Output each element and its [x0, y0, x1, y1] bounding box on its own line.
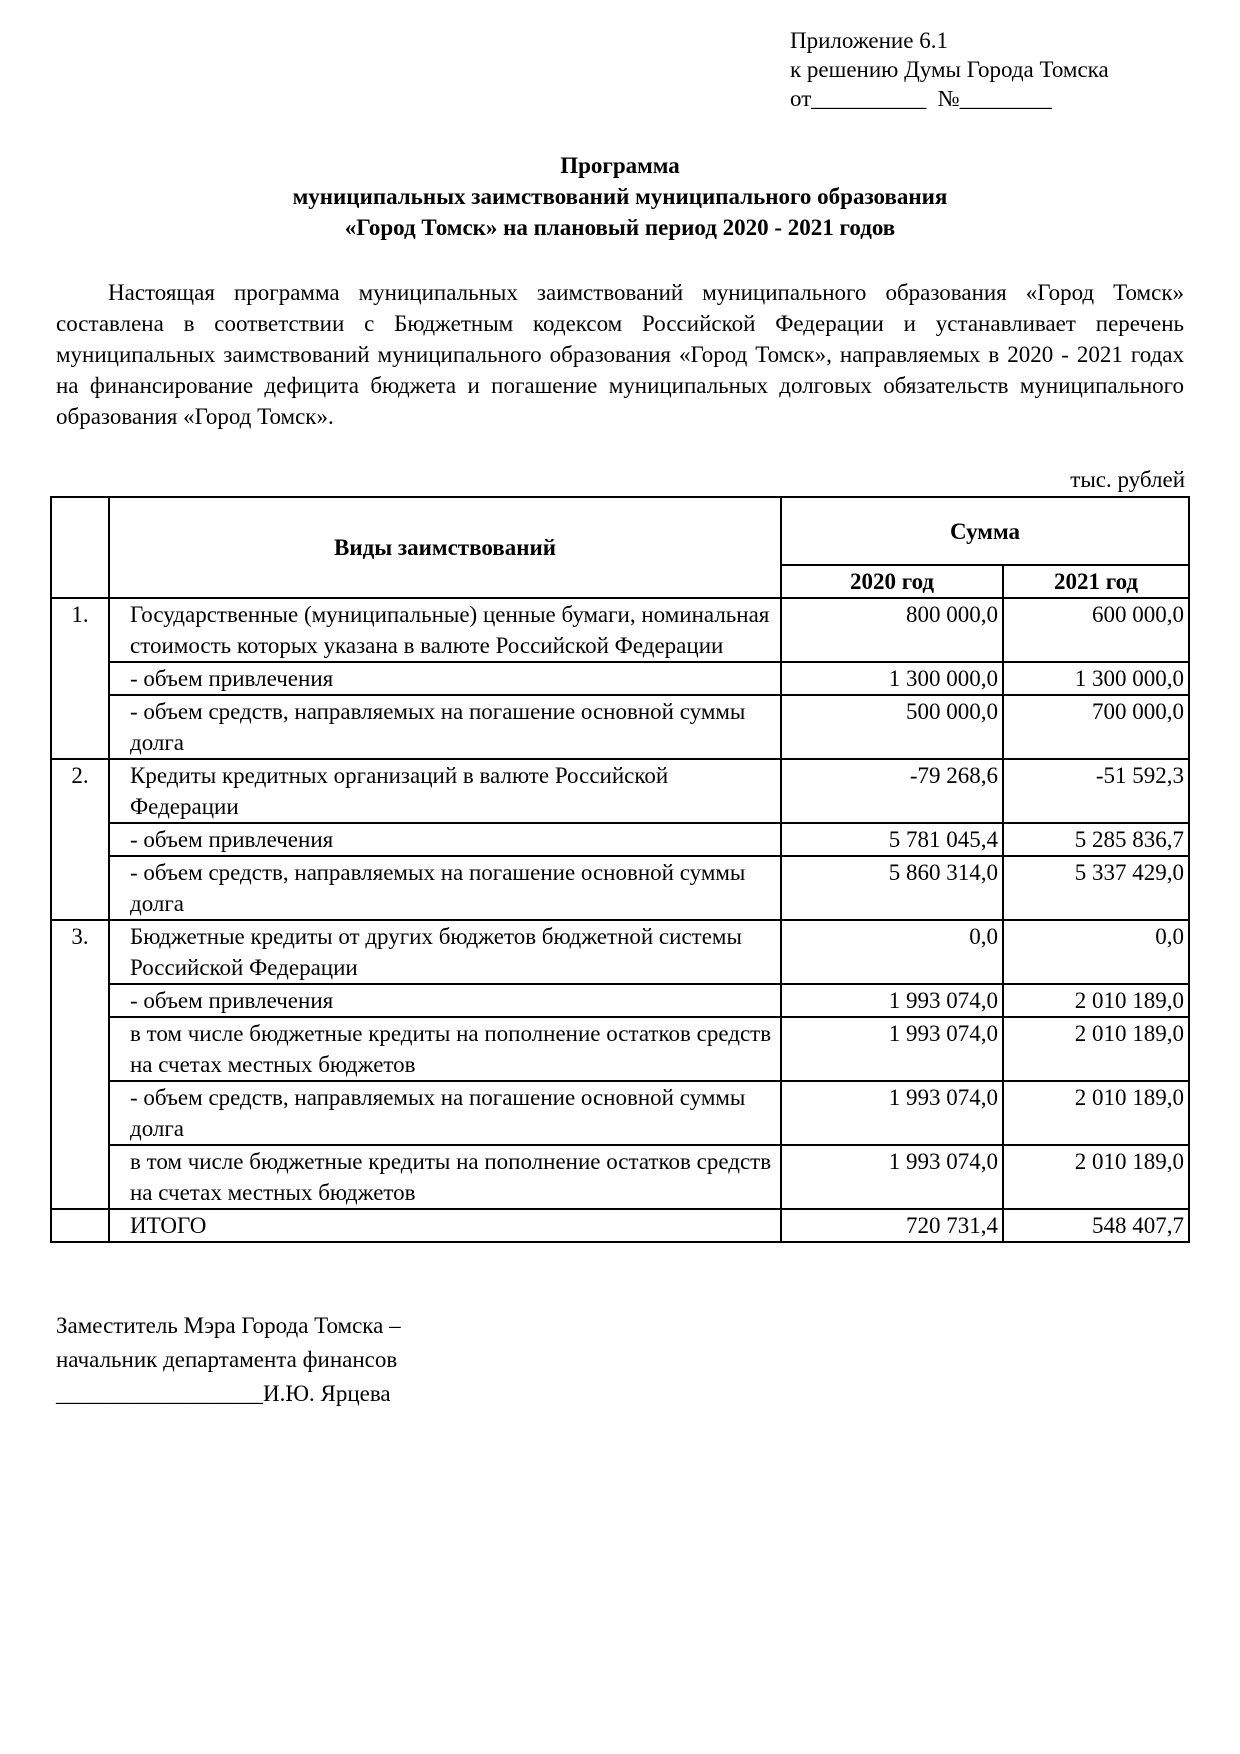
- signature-line-2: начальник департамента финансов: [56, 1347, 398, 1372]
- value-2021: 600 000,0: [1003, 598, 1189, 662]
- title-line-2: муниципальных заимствований муниципального образования: [292, 184, 948, 209]
- value-2021: 2 010 189,0: [1003, 1145, 1189, 1209]
- table-row: [51, 984, 1189, 1017]
- row-label: - объем привлечения: [109, 984, 781, 1017]
- value-2020: 5 781 045,4: [781, 823, 1003, 856]
- value-2021: 1 300 000,0: [1003, 662, 1189, 695]
- table-row: [51, 920, 1189, 984]
- header-kinds: Виды заимствований: [109, 497, 781, 598]
- value-2021: 2 010 189,0: [1003, 1017, 1189, 1081]
- row-title: Бюджетные кредиты от других бюджетов бюджетной системы Российской Федерации: [109, 920, 781, 984]
- signature-block: [56, 1309, 401, 1411]
- value-2021: 5 337 429,0: [1003, 856, 1189, 920]
- table-header-row: [51, 497, 1189, 565]
- table-row: [51, 598, 1189, 662]
- value-2020: 500 000,0: [781, 695, 1003, 759]
- row-label: в том числе бюджетные кредиты на пополнение остатков средств на счетах местных бюджетов: [109, 1145, 781, 1209]
- signature-line-3: __________________И.Ю. Ярцева: [56, 1381, 391, 1406]
- value-2020: -79 268,6: [781, 759, 1003, 823]
- table-row: [51, 856, 1189, 920]
- row-label: - объем привлечения: [109, 823, 781, 856]
- value-2021: 2 010 189,0: [1003, 1081, 1189, 1145]
- approval-line-1: Приложение 6.1: [790, 28, 948, 53]
- value-2021: 5 285 836,7: [1003, 823, 1189, 856]
- total-2020: 720 731,4: [781, 1209, 1003, 1242]
- header-sum: Сумма: [781, 497, 1189, 565]
- total-row: [51, 1209, 1189, 1242]
- table-row: [51, 695, 1189, 759]
- row-label: - объем привлечения: [109, 662, 781, 695]
- signature-line-1: Заместитель Мэра Города Томска –: [56, 1313, 401, 1338]
- value-2020: 1 300 000,0: [781, 662, 1003, 695]
- units-label: тыс. рублей: [1070, 467, 1185, 492]
- title-line-3: «Город Томск» на плановый период 2020 - 2021 годов: [344, 215, 896, 240]
- borrowing-table: [50, 496, 1190, 1243]
- table-row: [51, 823, 1189, 856]
- row-title: Государственные (муниципальные) ценные бумаги, номинальная стоимость которых указана в валюте Российской Федерации: [109, 598, 781, 662]
- table-row: [51, 759, 1189, 823]
- value-2021: 700 000,0: [1003, 695, 1189, 759]
- row-label: - объем средств, направляемых на погашение основной суммы долга: [109, 695, 781, 759]
- row-number: 1.: [51, 598, 109, 662]
- total-label: ИТОГО: [109, 1209, 781, 1242]
- row-label: - объем средств, направляемых на погашение основной суммы долга: [109, 856, 781, 920]
- total-2021: 548 407,7: [1003, 1209, 1189, 1242]
- value-2020: 1 993 074,0: [781, 1145, 1003, 1209]
- header-2021: 2021 год: [1003, 565, 1189, 598]
- title-line-1: Программа: [560, 153, 680, 178]
- table-row: [51, 1081, 1189, 1145]
- value-2021: 0,0: [1003, 920, 1189, 984]
- value-2020: 0,0: [781, 920, 1003, 984]
- value-2021: 2 010 189,0: [1003, 984, 1189, 1017]
- intro-paragraph: Настоящая программа муниципальных заимствований муниципального образования «Город Томск» составлена в соответствии с Бюджетным кодексом Российской Федерации и устанавливает перечень муниципальных заимствований муниципального образования «Город Томск», направляемых в 2020 - 2021 годах на финансирование дефицита бюджета и погашение муниципальных долговых обязательств муниципального образования «Город Томск».: [56, 280, 1184, 429]
- table-row: [51, 1017, 1189, 1081]
- value-2020: 1 993 074,0: [781, 984, 1003, 1017]
- value-2020: 1 993 074,0: [781, 1081, 1003, 1145]
- value-2020: 1 993 074,0: [781, 1017, 1003, 1081]
- row-label: в том числе бюджетные кредиты на пополнение остатков средств на счетах местных бюджетов: [109, 1017, 781, 1081]
- row-number: 2.: [51, 759, 109, 823]
- row-number: 3.: [51, 920, 109, 984]
- approval-block: [790, 26, 1109, 113]
- row-title: Кредиты кредитных организаций в валюте Российской Федерации: [109, 759, 781, 823]
- document-title: [0, 150, 1240, 243]
- value-2020: 800 000,0: [781, 598, 1003, 662]
- value-2021: -51 592,3: [1003, 759, 1189, 823]
- header-num-cell: [51, 497, 109, 598]
- approval-line-2: к решению Думы Города Томска: [790, 57, 1109, 82]
- table-row: [51, 1145, 1189, 1209]
- table-row: [51, 662, 1189, 695]
- row-label: - объем средств, направляемых на погашение основной суммы долга: [109, 1081, 781, 1145]
- approval-line-3: от__________ №________: [790, 86, 1052, 111]
- value-2020: 5 860 314,0: [781, 856, 1003, 920]
- header-2020: 2020 год: [781, 565, 1003, 598]
